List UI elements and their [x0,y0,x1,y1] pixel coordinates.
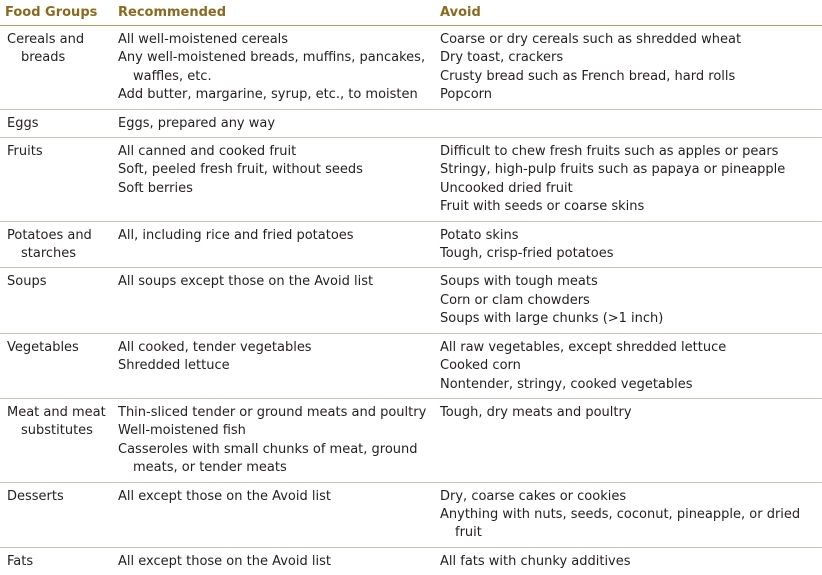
food-group-name: Cereals and breads [5,31,113,68]
food-group-cell [0,547,113,575]
avoid-cell [435,333,822,398]
table-row [0,333,822,398]
food-group-cell [0,398,113,482]
recommended-item: All cooked, tender vegetables [118,339,435,357]
avoid-cell [435,268,822,333]
food-group-cell [0,26,113,110]
recommended-item: All except those on the Avoid list [118,553,435,571]
recommended-item: All soups except those on the Avoid list [118,273,435,291]
recommended-item: All well-moistened cereals [118,31,435,49]
avoid-item: Soups with tough meats [440,273,822,291]
food-group-cell [0,482,113,547]
food-group-cell [0,109,113,137]
avoid-cell [435,221,822,268]
recommended-item: Soft, peeled fresh fruit, without seeds [118,161,435,179]
food-group-cell [0,221,113,268]
recommended-item: Any well-moistened breads, muffins, pancakes, waffles, etc. [118,49,435,86]
recommended-item: Add butter, margarine, syrup, etc., to moisten [118,86,435,104]
table-row [0,482,822,547]
avoid-cell [435,138,822,222]
recommended-item: Eggs, prepared any way [118,115,435,133]
avoid-item: Difficult to chew fresh fruits such as apples or pears [440,143,822,161]
header-avoid: Avoid [435,0,822,26]
table-body [0,26,822,575]
avoid-item: Crusty bread such as French bread, hard rolls [440,68,822,86]
avoid-item: Soups with large chunks (>1 inch) [440,310,822,328]
recommended-cell [113,138,435,222]
table-row [0,398,822,482]
header-recommended: Recommended [113,0,435,26]
table-row [0,138,822,222]
avoid-item: Uncooked dried fruit [440,180,822,198]
avoid-item: Tough, crisp-fried potatoes [440,245,822,263]
avoid-item: All fats with chunky additives [440,553,822,571]
food-group-name: Fruits [5,143,113,161]
recommended-item: All canned and cooked fruit [118,143,435,161]
avoid-item: Anything with nuts, seeds, coconut, pineapple, or dried fruit [440,506,822,543]
recommended-cell [113,547,435,575]
recommended-cell [113,398,435,482]
avoid-item: Corn or clam chowders [440,292,822,310]
table-header-row [0,0,822,26]
food-group-name: Eggs [5,115,113,133]
avoid-cell [435,26,822,110]
recommended-cell [113,109,435,137]
food-group-name: Meat and meat substitutes [5,404,113,441]
avoid-item: Stringy, high-pulp fruits such as papaya or pineapple [440,161,822,179]
table-row [0,109,822,137]
recommended-item: Shredded lettuce [118,357,435,375]
avoid-item: Coarse or dry cereals such as shredded wheat [440,31,822,49]
recommended-item: All except those on the Avoid list [118,488,435,506]
recommended-cell [113,26,435,110]
avoid-item: All raw vegetables, except shredded lettuce [440,339,822,357]
recommended-item: Soft berries [118,180,435,198]
avoid-item: Nontender, stringy, cooked vegetables [440,376,822,394]
header-food-groups: Food Groups [0,0,113,26]
avoid-item: Potato skins [440,227,822,245]
recommended-cell [113,482,435,547]
table-row [0,547,822,575]
avoid-cell [435,109,822,137]
avoid-item: Dry, coarse cakes or cookies [440,488,822,506]
food-group-name: Fats [5,553,113,571]
recommended-cell [113,333,435,398]
avoid-cell [435,547,822,575]
table-row [0,26,822,110]
food-group-name: Desserts [5,488,113,506]
avoid-item: Cooked corn [440,357,822,375]
food-group-name: Potatoes and starches [5,227,113,264]
food-group-cell [0,268,113,333]
avoid-item: Popcorn [440,86,822,104]
recommended-item: Thin-sliced tender or ground meats and poultry [118,404,435,422]
food-group-cell [0,333,113,398]
recommended-item: Casseroles with small chunks of meat, ground meats, or tender meats [118,441,435,478]
avoid-item: Tough, dry meats and poultry [440,404,822,422]
avoid-cell [435,482,822,547]
avoid-item: Dry toast, crackers [440,49,822,67]
avoid-cell [435,398,822,482]
recommended-cell [113,221,435,268]
table-row [0,268,822,333]
avoid-item: Fruit with seeds or coarse skins [440,198,822,216]
food-group-cell [0,138,113,222]
recommended-item: Well-moistened fish [118,422,435,440]
food-group-name: Vegetables [5,339,113,357]
recommended-cell [113,268,435,333]
food-group-name: Soups [5,273,113,291]
table-row [0,221,822,268]
recommended-item: All, including rice and fried potatoes [118,227,435,245]
